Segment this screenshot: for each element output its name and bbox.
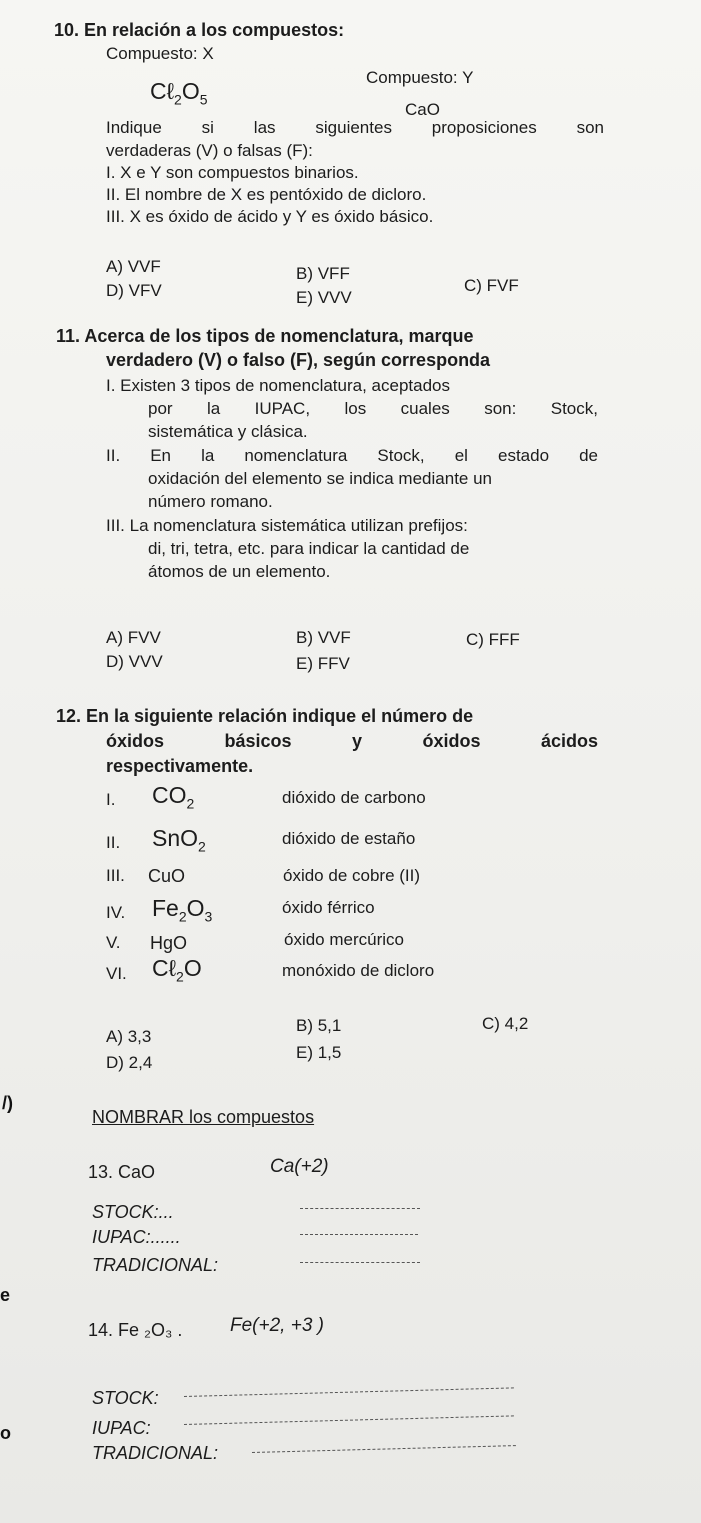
q13-stock-answer-line[interactable]: [300, 1208, 420, 1209]
q12-row-formula: $Fe_2O_3$: [152, 895, 213, 925]
naming-heading: NOMBRAR los compuestos: [92, 1107, 315, 1127]
q10-option-b[interactable]: B) VFF: [296, 264, 350, 283]
q12-row-num: III.: [106, 866, 125, 885]
q10-compound-y-label: Compuesto: Y: [366, 68, 474, 87]
q12-row-num: VI.: [106, 964, 127, 983]
q10-prompt-line2: verdaderas (V) o falsas (F):: [106, 141, 313, 160]
q13-oxidation-state: Ca(+2): [270, 1156, 329, 1177]
q12-row-name: dióxido de carbono: [282, 788, 426, 807]
q12-row-num: IV.: [106, 903, 126, 922]
q13-iupac-answer-line[interactable]: [300, 1234, 418, 1235]
q14-stock-label: STOCK:: [92, 1388, 159, 1408]
q12-row-name: óxido mercúrico: [284, 930, 404, 949]
q11-option-c[interactable]: C) FFF: [466, 630, 520, 649]
q12-title-line1: 12. En la siguiente relación indique el número de: [56, 706, 474, 726]
q10-option-d[interactable]: D) VFV: [106, 281, 162, 300]
q13-label: 13. CaO: [88, 1162, 156, 1182]
q12-row-name: dióxido de estaño: [282, 829, 416, 848]
q12-option-a[interactable]: A) 3,3: [106, 1027, 152, 1046]
q11-statement: sistemática y clásica.: [148, 422, 308, 441]
q11-statement: número romano.: [148, 492, 273, 511]
q11-statement: III. La nomenclatura sistemática utilizan prefijos:: [106, 516, 468, 535]
q10-compound-x-label: Compuesto: X: [106, 44, 214, 63]
q11-statement: II. En la nomenclatura Stock, el estado de: [106, 446, 598, 465]
q12-option-c[interactable]: C) 4,2: [482, 1014, 529, 1033]
q12-row-formula: SnO$_2$: [152, 825, 206, 855]
q12-row-num: II.: [106, 833, 121, 852]
q10-option-a[interactable]: A) VVF: [106, 257, 161, 276]
q11-option-e[interactable]: E) FFV: [296, 654, 350, 673]
q13-traditional-answer-line[interactable]: [300, 1262, 420, 1263]
q12-title-line3: respectivamente.: [106, 756, 254, 776]
q12-row-formula: $CO_2$: [152, 782, 195, 812]
q12-row-name: óxido de cobre (II): [283, 866, 421, 885]
q14-iupac-label: IUPAC:: [92, 1418, 151, 1438]
q12-row-formula: CuO: [148, 866, 186, 886]
q12-row-name: óxido férrico: [282, 898, 375, 917]
margin-mark: o: [0, 1423, 11, 1443]
margin-mark: /): [2, 1093, 13, 1113]
q11-statement: por la IUPAC, los cuales son: Stock,: [148, 399, 598, 418]
q12-row-num: V.: [106, 933, 121, 952]
q11-statement: átomos de un elemento.: [148, 562, 331, 581]
q12-title-line2: óxidos básicos y óxidos ácidos: [106, 731, 598, 751]
q11-option-a[interactable]: A) FVV: [106, 628, 161, 647]
q11-statement: oxidación del elemento se indica mediante un: [148, 469, 493, 488]
q11-title-line2: verdadero (V) o falso (F), según corresponda: [106, 350, 491, 370]
q12-row-formula: HgO: [150, 933, 188, 953]
q11-option-b[interactable]: B) VVF: [296, 628, 351, 647]
q10-prompt-line1: Indique si las siguientes proposiciones son: [106, 118, 604, 137]
q10-formula-x: $C\ell_2O_5$: [150, 78, 208, 108]
q12-option-d[interactable]: D) 2,4: [106, 1053, 153, 1072]
q12-row-name: monóxido de dicloro: [282, 961, 435, 980]
q10-statement: I. X e Y son compuestos binarios.: [106, 163, 359, 182]
q13-stock-label: STOCK:...: [92, 1202, 174, 1222]
q12-option-b[interactable]: B) 5,1: [296, 1016, 342, 1035]
q11-option-d[interactable]: D) VVV: [106, 652, 163, 671]
q10-option-e[interactable]: E) VVV: [296, 288, 352, 307]
q13-iupac-label: IUPAC:......: [92, 1227, 181, 1247]
q11-statement: di, tri, tetra, etc. para indicar la cantidad de: [148, 539, 470, 558]
q14-stock-answer-line[interactable]: [184, 1387, 514, 1397]
q10-statement: II. El nombre de X es pentóxido de dicloro.: [106, 185, 427, 204]
q14-label: 14. Fe ₂O₃ .: [88, 1320, 183, 1340]
margin-mark: e: [0, 1285, 11, 1305]
q13-traditional-label: TRADICIONAL:: [92, 1255, 219, 1275]
q10-title: 10. En relación a los compuestos:: [54, 20, 345, 40]
q14-oxidation-state: Fe(+2, +3 ): [230, 1315, 324, 1336]
q12-row-formula: Cℓ$_2$O: [152, 955, 202, 985]
q12-option-e[interactable]: E) 1,5: [296, 1043, 342, 1062]
q10-option-c[interactable]: C) FVF: [464, 276, 519, 295]
q11-title-line1: 11. Acerca de los tipos de nomenclatura, marque: [56, 326, 474, 346]
q10-statement: III. X es óxido de ácido y Y es óxido básico.: [106, 207, 434, 226]
q14-traditional-answer-line[interactable]: [252, 1445, 516, 1453]
q14-iupac-answer-line[interactable]: [184, 1415, 514, 1425]
q11-statement: I. Existen 3 tipos de nomenclatura, aceptados: [106, 376, 450, 395]
q12-row-num: I.: [106, 790, 116, 809]
q14-traditional-label: TRADICIONAL:: [92, 1443, 219, 1463]
q10-formula-y: CaO: [405, 100, 440, 119]
